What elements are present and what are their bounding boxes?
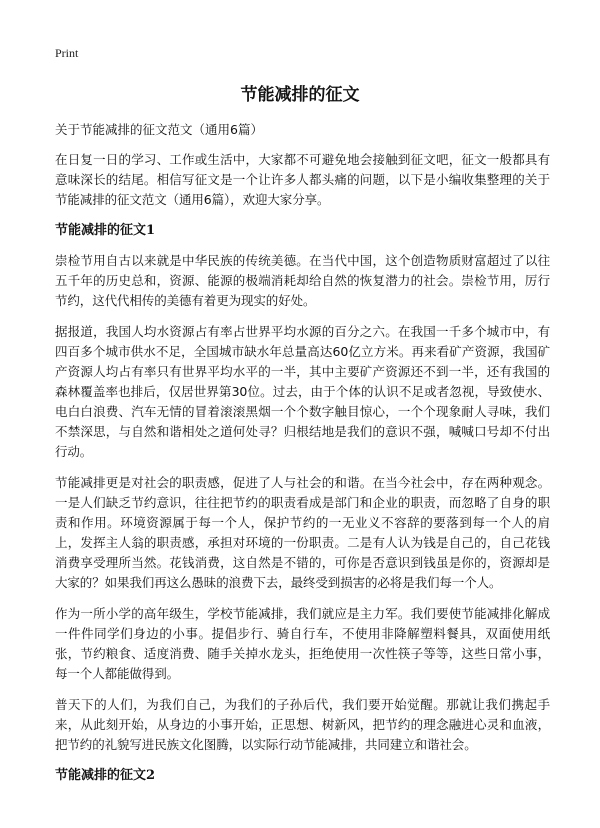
document-subtitle: 关于节能减排的征文范文（通用6篇） (55, 122, 263, 137)
section-1-paragraph-1: 崇检节用自古以来就是中华民族的传统美德。在当代中国，这个创造物质财富超过了以往五千年的历史总和，资源、能源的极端消耗却给自然的恢复潜力的社会。崇检节用，厉行节约，这代代相传的美德有着更为现实的好处。 (55, 253, 550, 308)
intro-paragraph: 在日复一日的学习、工作或生活中，大家都不可避免地会接触到征文吧，征文一般都具有意味深长的结尾。相信写征文是一个让许多人都头痛的问题，以下是小编收集整理的关于节能减排的征文范文（通用6篇），欢迎大家分享。 (55, 152, 550, 207)
section-1-paragraph-3: 节能减排更是对社会的职责感，促进了人与社会的和谐。在当今社会中，存在两种观念。一是人们缺乏节约意识，往往把节约的职责看成是部门和企业的职责，而忽略了自身的职责和作用。环境资源属于每一个人，保护节约的一无业义不容辞的要落到每一个人的肩上，发挥主人翁的职责感，承担对环境的一份职责。二是有人认为钱是自己的，自己花钱消费享受理所当然。花钱消费，这自然是不错的，可你是否意识到钱虽是你的，资源却是大家的？如果我们再这么愚昧的浪费下去，最终受到损害的必将是我们每一个人。 (55, 475, 550, 590)
document-body (55, 120, 550, 796)
section-heading-1: 节能减排的征文1 (55, 223, 156, 238)
section-1-paragraph-4: 作为一所小学的高年级生，学校节能减排，我们就应是主力军。我们要使节能减排化解成一件件同学们身边的小事。提倡步行、骑自行车，不使用非降解塑料餐具，双面使用纸张，节约粮食、适度消费、随手关掉水龙头，拒绝使用一次性筷子等等，这些日常小事，每一个人都能做得到。 (55, 606, 550, 681)
section-1-paragraph-2: 据报道，我国人均水资源占有率占世界平均水源的百分之六。在我国一千多个城市中，有四百多个城市供水不足，全国城市缺水年总量高达60亿立方米。再来看矿产资源，我国矿产资源人均占有率只有世界平均水平的一半，其中主要矿产资源还不到一半，还有我国的森林覆盖率也排后，仅居世界第30位。过去，由于个体的认识不足或者忽视，导致使水、电白白浪费、汽车无情的冒着滚滚黑烟一个个数字触目惊心，一个个现象耐人寻味，我们不禁深思，与自然和谐相处之道何处寻？归根结地是我们的意识不强，喊喊口号却不付出行动。 (55, 324, 550, 459)
page-title: 节能减排的征文 (240, 85, 360, 105)
print-label: Print (55, 46, 79, 60)
section-1-paragraph-5: 普天下的人们，为我们自己，为我们的子孙后代，我们要开始觉醒。那就让我们携起手来，从此刻开始，从身边的小事开始，正思想、树新风，把节约的理念融进心灵和血液，把节约的礼貌写进民族文化图腾，以实际行动节能减排，共同建立和谐社会。 (55, 697, 550, 752)
section-heading-2: 节能减排的征文2 (55, 768, 156, 783)
